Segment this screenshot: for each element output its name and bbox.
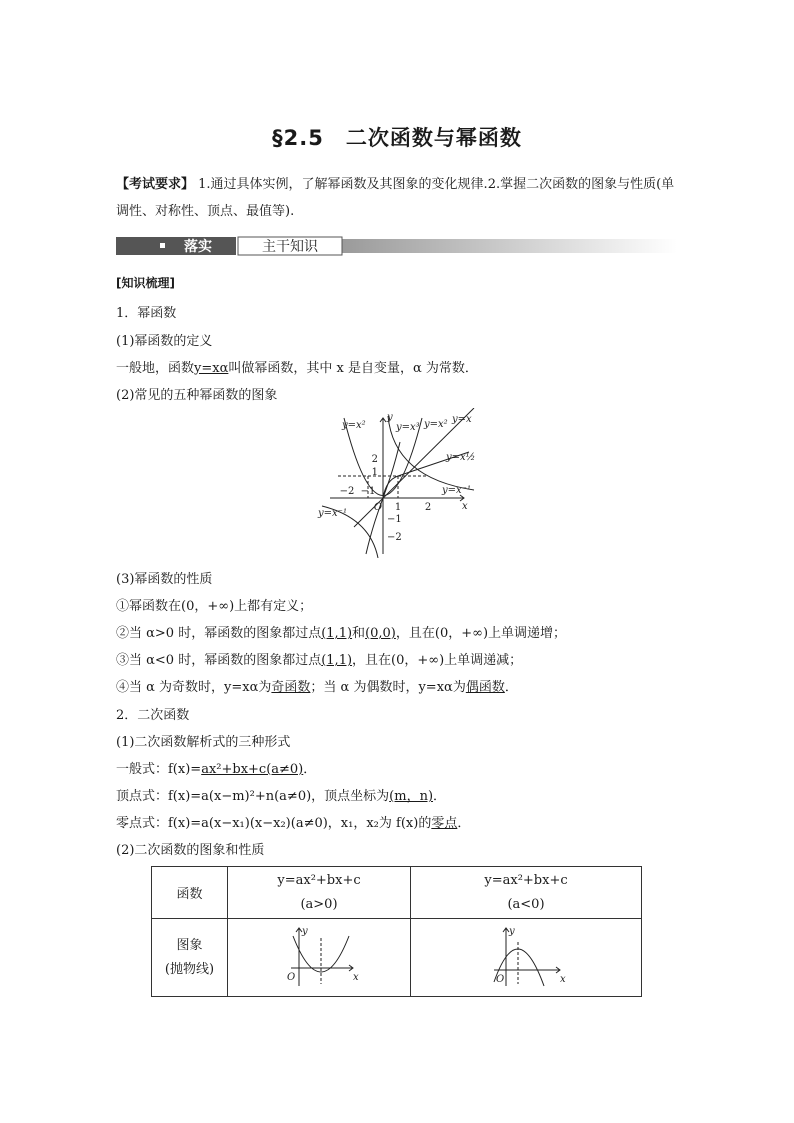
label-y-x2-left: y=x²: [342, 420, 366, 431]
table-row: [152, 919, 642, 997]
banner-right-label: 主干知识: [262, 239, 318, 255]
form-general: 一般式：f(x)=ax²+bx+c(a≠0)．: [116, 762, 317, 777]
x-axis-label: x: [462, 501, 468, 512]
tick-x-minus-2: −2: [339, 486, 355, 497]
page-title: §2.5 二次函数与幂函数: [272, 126, 522, 150]
label-y-x2-right: y=x²: [424, 419, 448, 430]
axis-y-label: y: [302, 925, 308, 937]
definition-text: 一般地，函数y=xα叫做幂函数，其中 x 是自变量，α 为常数．: [116, 361, 478, 376]
heading-graphs: (2)常见的五种幂函数的图象: [116, 388, 278, 403]
label-y-sqrt: y=x½: [446, 452, 476, 463]
tick-x-1: 1: [394, 502, 402, 513]
form-zero: 零点式：f(x)=a(x−x₁)(x−x₂)(a≠0)，x₁，x₂为 f(x)的零点．: [116, 816, 471, 831]
requirement-text: 1.通过具体实例，了解幂函数及其图象的变化规律.2.掌握二次函数的图象与性质(单调性、对称性、顶点、最值等).: [116, 177, 675, 219]
tick-y-2: 2: [371, 454, 378, 465]
property-4: ④当 α 为奇数时，y=xα为奇函数；当 α 为偶数时，y=xα为偶函数．: [116, 680, 518, 695]
origin-label: O: [496, 973, 505, 985]
property-2: ②当 α>0 时，幂函数的图象都过点(1,1)和(0,0)，且在(0，+∞)上单调递增；: [116, 626, 567, 641]
y-axis-label: y: [387, 412, 393, 423]
quadratic-properties-table: [151, 866, 642, 997]
tick-y-minus-2: −2: [387, 532, 402, 543]
heading-properties: (3)幂函数的性质: [116, 572, 213, 587]
definition-formula: y=xα: [194, 361, 229, 376]
origin-label: O: [287, 971, 296, 983]
table-row-label-graph: 图象 (抛物线): [152, 919, 228, 997]
graph-cell-upward: [228, 919, 411, 997]
table-header-negative: y=ax²+bx+c (a<0): [411, 867, 642, 919]
section-label: [知识梳理]: [116, 276, 175, 290]
power-function-graph: [314, 408, 480, 558]
axis-y-label: y: [509, 925, 515, 937]
graph-cell-downward: [411, 919, 642, 997]
heading-power-function: 1．幂函数: [116, 306, 177, 321]
banner-left-label: 落实: [184, 239, 212, 255]
axis-x-label: x: [353, 971, 359, 983]
property-3: ③当 α<0 时，幂函数的图象都过点(1,1)，且在(0，+∞)上单调递减；: [116, 653, 523, 668]
table-header-positive: y=ax²+bx+c (a>0): [228, 867, 411, 919]
origin-label: O: [373, 502, 383, 513]
tick-y-minus-1: −1: [387, 514, 402, 525]
label-y-inverse-right: y=x⁻¹: [442, 485, 471, 496]
heading-quadratic: 2．二次函数: [116, 708, 190, 723]
parabola-downward-graph: [486, 924, 566, 988]
heading-forms: (1)二次函数解析式的三种形式: [116, 735, 291, 750]
heading-definition: (1)幂函数的定义: [116, 334, 213, 349]
tick-x-minus-1: −1: [360, 486, 376, 497]
tick-y-1: 1: [371, 467, 378, 478]
parabola-upward-graph: [279, 924, 359, 988]
table-header-function: 函数: [152, 867, 228, 919]
property-1: ①幂函数在(0，+∞)上都有定义；: [116, 599, 313, 614]
section-banner: [116, 236, 677, 256]
heading-table: (2)二次函数的图象和性质: [116, 843, 265, 858]
table-row: [152, 867, 642, 919]
label-y-inverse-left: y=x⁻¹: [318, 508, 347, 519]
axis-x-label: x: [560, 973, 566, 985]
requirement-label: 【考试要求】: [116, 177, 195, 192]
label-y-x3: y=x³: [396, 422, 420, 433]
tick-x-2: 2: [424, 502, 432, 513]
label-y-x: y=x: [452, 414, 472, 425]
form-vertex: 顶点式：f(x)=a(x−m)²+n(a≠0)，顶点坐标为(m，n)．: [116, 789, 447, 804]
exam-requirement: [116, 171, 682, 225]
